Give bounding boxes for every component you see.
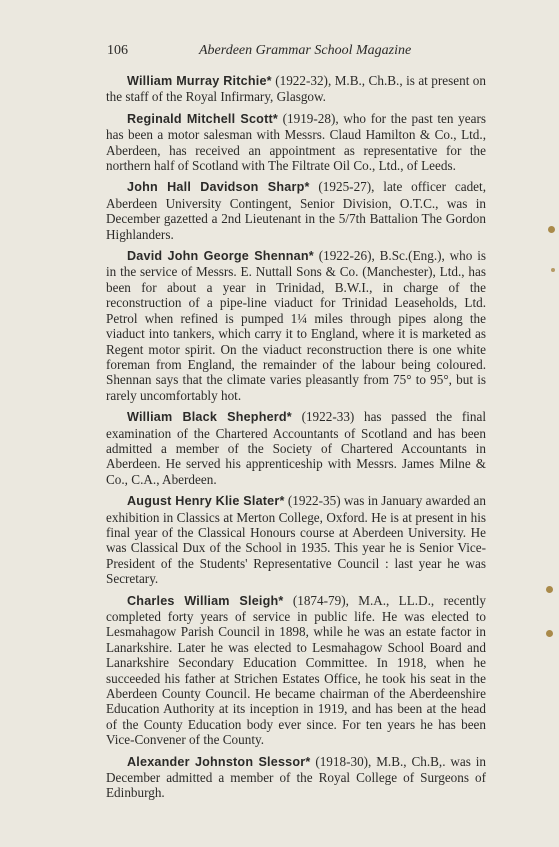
page-header <box>107 43 487 63</box>
entry-name: David John George Shennan* <box>127 249 314 264</box>
entry-text: (1874-79), M.A., LL.D., recently completed forty years of service in public life. He was elected to Lesmahagow Parish Council in 1898, while he was an estate factor in Lanarkshire. Later he was elected to Lesmahagow School Board and Lanarkshire Secondary Education Committee. In 1918, when he succeeded his father at Strichen Estates Office, he took his seat in the Aberdeen County Council. He became chairman of the Aberdeenshire Education Authority at its inception in 1919, and has been at the head of the County Education body ever since. For ten years he has been Vice-Convener of the County. <box>106 592 486 748</box>
entry-name: August Henry Klie Slater* <box>127 494 285 509</box>
entry-name: William Black Shepherd* <box>127 410 292 425</box>
page-number: 106 <box>107 43 128 58</box>
entry-sharp <box>106 179 486 242</box>
entry-text: (1925-27), late officer cadet, Aberdeen University Contingent, Senior Division, O.T.C., was in December gazetted a 2nd Lieutenant in the 5/7th Battalion The Gordon Highlanders. <box>106 179 487 242</box>
running-title: Aberdeen Grammar School Magazine <box>199 43 412 58</box>
entry-text: (1919-28), who for the past ten years has been a motor salesman with Messrs. Claud Hamilton & Co., Ltd., Aberdeen, has received an appointment as representative for the northern half of Scotland with The Filtrate Oil Co., Ltd., of Leeds. <box>106 110 486 174</box>
entry-sleigh <box>106 593 486 748</box>
entry-text: (1922-35) was in January awarded an exhibition in Classics at Merton College, Oxford. He is at present in his final year of the Classical Honours course at Aberdeen University. He was Classical Dux of the School in 1935. This year he is Senior Vice-President of the Students' Representative Council : last year he was Secretary. <box>106 493 486 587</box>
entry-shennan <box>106 248 486 403</box>
entry-name: John Hall Davidson Sharp* <box>127 180 310 195</box>
paper-blemish <box>546 630 553 637</box>
entry-name: William Murray Ritchie* <box>127 74 272 88</box>
paper-blemish <box>548 226 555 233</box>
entry-name: Charles William Sleigh* <box>127 593 284 608</box>
entry-ritchie <box>106 73 486 105</box>
entry-shepherd <box>106 409 486 487</box>
entry-scott <box>106 111 486 174</box>
entry-text: (1922-33) has passed the final examination of the Chartered Accountants of Scotland and has been admitted a member of the Society of Chartered Accountants in Aberdeen. He served his apprenticeship with Messrs. James Milne & Co., C.A., Aberdeen. <box>106 409 486 487</box>
article-body <box>106 73 486 807</box>
paper-blemish <box>551 268 555 272</box>
entry-name: Alexander Johnston Slessor* <box>127 754 311 769</box>
entry-text: (1922-32), M.B., Ch.B., is at present on the staff of the Royal Infirmary, Glasgow. <box>106 73 486 105</box>
entry-name: Reginald Mitchell Scott* <box>127 111 278 126</box>
entry-slessor <box>106 754 486 801</box>
entry-text: (1922-26), B.Sc.(Eng.), who is in the service of Messrs. E. Nuttall Sons & Co. (Manchester), Ltd., has been for about a year in Trinidad, B.W.I., in charge of the reconstruction of a pipe-line viaduct for Trinidad Leaseholds, Ltd. Petrol when refined is pumped 1¼ miles through pipes along the viaduct into tankers, which carry it to England, where it is marketed as Regent motor spirit. On the viaduct reconstruction there is one white foreman from England, the remainder of the labour being coloured. Shennan says that the climate varies pleasantly from 75° to 95°, but is rarely uncomfortably hot. <box>106 248 486 403</box>
entry-text: (1918-30), M.B., Ch.B,. was in December admitted a member of the Royal College of Surgeons of Edinburgh. <box>106 753 486 801</box>
entry-slater <box>106 493 486 586</box>
paper-blemish <box>546 586 553 593</box>
